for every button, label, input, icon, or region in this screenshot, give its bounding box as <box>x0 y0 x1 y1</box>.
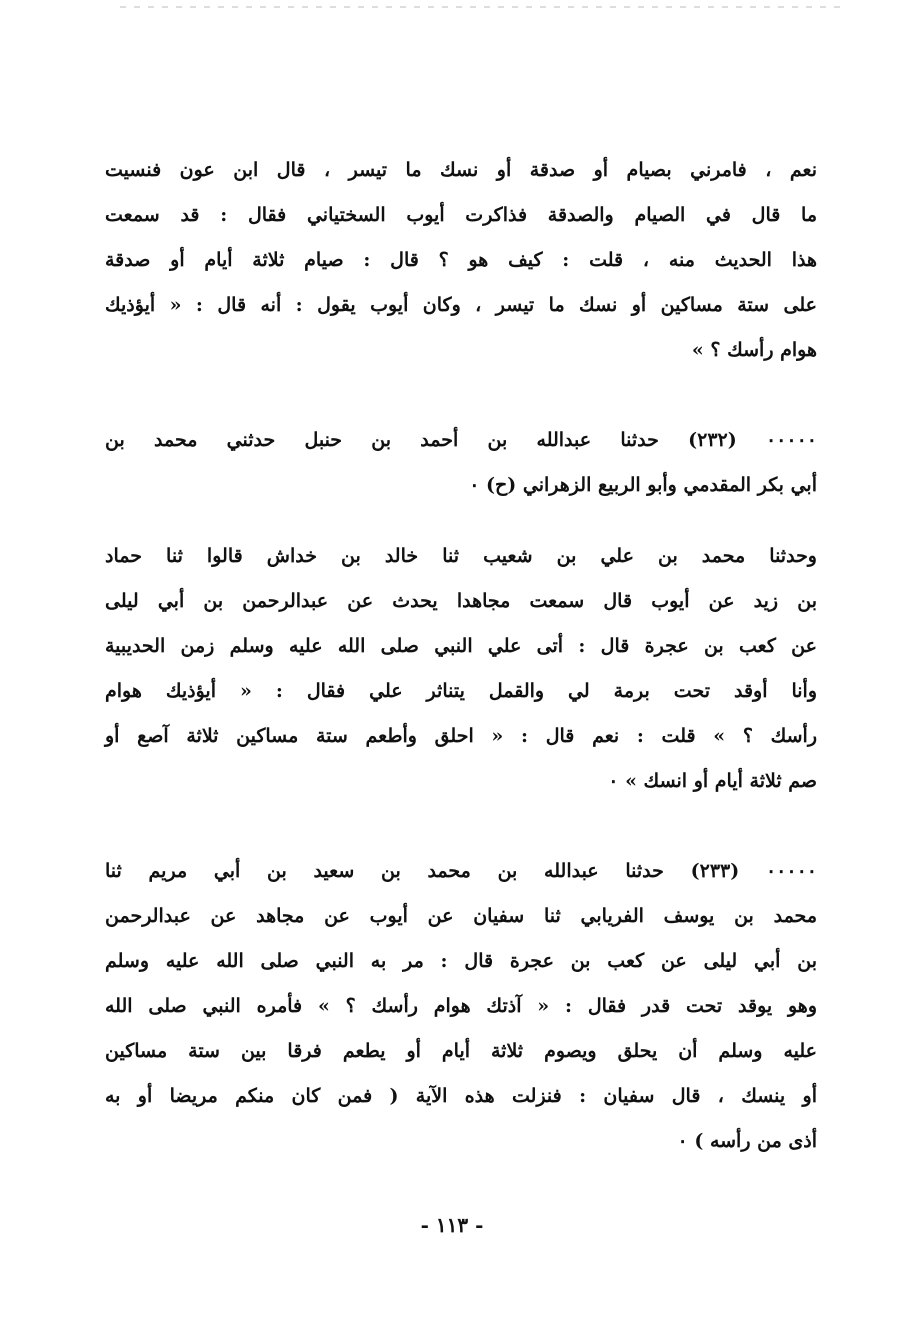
text-line: أبي بكر المقدمي وأبو الربيع الزهراني (ح) ٠ <box>469 474 817 496</box>
text-line: وهو يوقد تحت قدر فقال : « آذتك هوام رأسك ؟ » فأمره النبي صلى الله <box>105 995 817 1017</box>
text-line: وحدثنا محمد بن علي بن شعيب ثنا خالد بن خداش قالوا ثنا حماد <box>105 545 817 567</box>
text-line: أو ينسك ، قال سفيان : فنزلت هذه الآية ( فمن كان منكم مريضا أو به <box>105 1085 817 1107</box>
text-line: رأسك ؟ » قلت : نعم قال : « احلق وأطعم ستة مساكين ثلاثة آصع أو <box>105 725 817 747</box>
scan-edge-artifact <box>120 6 840 8</box>
text-line: محمد بن يوسف الفريابي ثنا سفيان عن أيوب عن مجاهد عن عبدالرحمن <box>105 905 817 927</box>
text-line: هذا الحديث منه ، قلت : كيف هو ؟ قال : صيام ثلاثة أيام أو صدقة <box>105 249 817 271</box>
text-line: ٠٠٠٠٠ (٢٣٣) حدثنا عبدالله بن محمد بن سعيد بن أبي مريم ثنا <box>105 860 817 882</box>
text-line: هوام رأسك ؟ » <box>691 339 817 361</box>
text-line: ٠٠٠٠٠ (٢٣٢) حدثنا عبدالله بن أحمد بن حنبل حدثني محمد بن <box>105 429 817 451</box>
page-number: - ١١٣ - <box>420 1213 484 1237</box>
text-line: على ستة مساكين أو نسك ما تيسر ، وكان أيوب يقول : أنه قال : « أيؤذيك <box>105 294 817 316</box>
text-line: عليه وسلم أن يحلق ويصوم ثلاثة أيام أو يطعم فرقا بين ستة مساكين <box>105 1040 817 1062</box>
text-line: بن زيد عن أيوب قال سمعت مجاهدا يحدث عن عبدالرحمن بن أبي ليلى <box>105 590 817 612</box>
text-line: صم ثلاثة أيام أو انسك » ٠ <box>608 770 817 792</box>
paragraph-2 <box>105 418 817 508</box>
text-line: ما قال في الصيام والصدقة فذاكرت أيوب السختياني فقال : قد سمعت <box>105 204 817 226</box>
paragraph-4 <box>105 849 817 1164</box>
text-line: بن أبي ليلى عن كعب بن عجرة قال : مر به النبي صلى الله عليه وسلم <box>105 950 817 972</box>
text-line: وأنا أوقد تحت برمة لي والقمل يتناثر علي فقال : « أيؤذيك هوام <box>105 680 817 702</box>
paragraph-3 <box>105 534 817 804</box>
text-line: أذى من رأسه ) ٠ <box>677 1130 817 1152</box>
text-line: عن كعب بن عجرة قال : أتى علي النبي صلى الله عليه وسلم زمن الحديبية <box>105 635 817 657</box>
text-line: نعم ، فامرني بصيام أو صدقة أو نسك ما تيسر ، قال ابن عون فنسيت <box>105 159 817 181</box>
paragraph-1 <box>105 148 817 373</box>
